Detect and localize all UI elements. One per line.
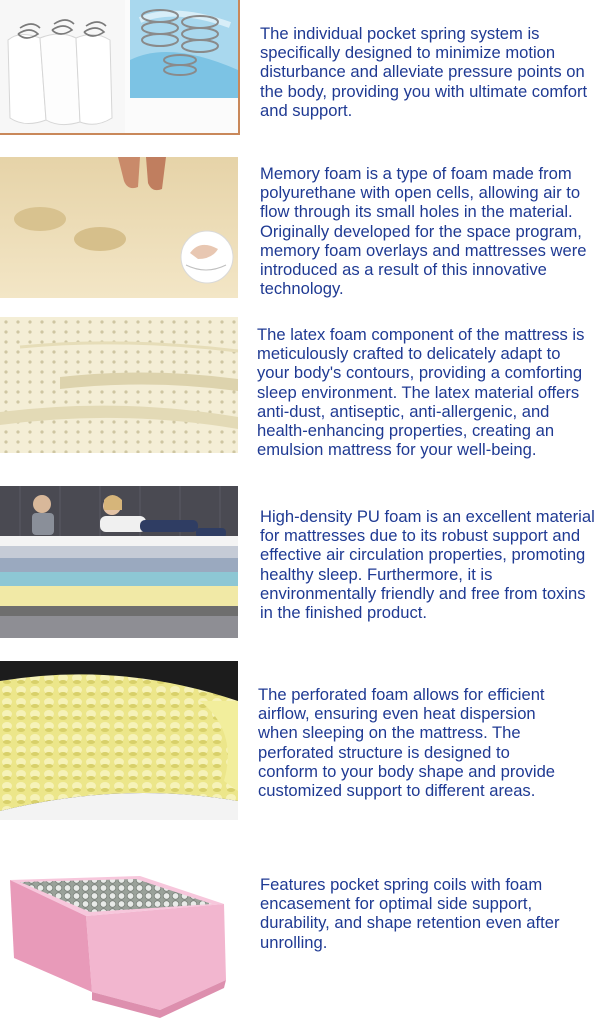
latex-foam-image: [0, 317, 238, 453]
memory-foam-image: [0, 157, 238, 298]
feature-row-latex-foam: [0, 317, 601, 460]
pu-foam-description: High-density PU foam is an excellent material for mattresses due to its robust support and effective air circulation properties, promoting healthy sleep. Furthermore, it is environmentally friendly and free from toxins in the finished product.: [260, 507, 595, 623]
pocket-coil-mattress-image: [0, 860, 238, 1024]
feature-row-pocket-spring: [0, 0, 601, 135]
pocket-spring-image: [0, 0, 240, 135]
feature-row-perforated-foam: [0, 661, 601, 820]
feature-row-pu-foam: [0, 486, 601, 638]
perforated-foam-description: The perforated foam allows for efficient airflow, ensuring even heat dispersion when sleeping on the mattress. The perforated structure is designed to conform to your body shape and provide customized support to different areas.: [258, 685, 556, 801]
feature-row-pocket-coil-mattress: [0, 860, 601, 1024]
pu-foam-image: [0, 486, 238, 638]
perforated-foam-image: [0, 661, 238, 820]
memory-foam-description: Memory foam is a type of foam made from polyurethane with open cells, allowing air to flow through its small holes in the material. Originally developed for the space program, memory foam overlays and mattresses were introduced as a result of this innovative technology.: [260, 164, 587, 299]
latex-foam-description: The latex foam component of the mattress is meticulously crafted to delicately adapt to your body's contours, providing a comforting sleep environment. The latex material offers anti-dust, antiseptic, anti-allergenic, and health-enhancing properties, creating an emulsion mattress for your well-being.: [257, 325, 585, 460]
pocket-coil-mattress-description: Features pocket spring coils with foam encasement for optimal side support, durability, and shape retention even after unrolling.: [260, 875, 560, 952]
pocket-spring-description: The individual pocket spring system is specifically designed to minimize motion disturbance and alleviate pressure points on the body, providing you with ultimate comfort and support.: [260, 24, 588, 120]
feature-row-memory-foam: [0, 157, 601, 298]
